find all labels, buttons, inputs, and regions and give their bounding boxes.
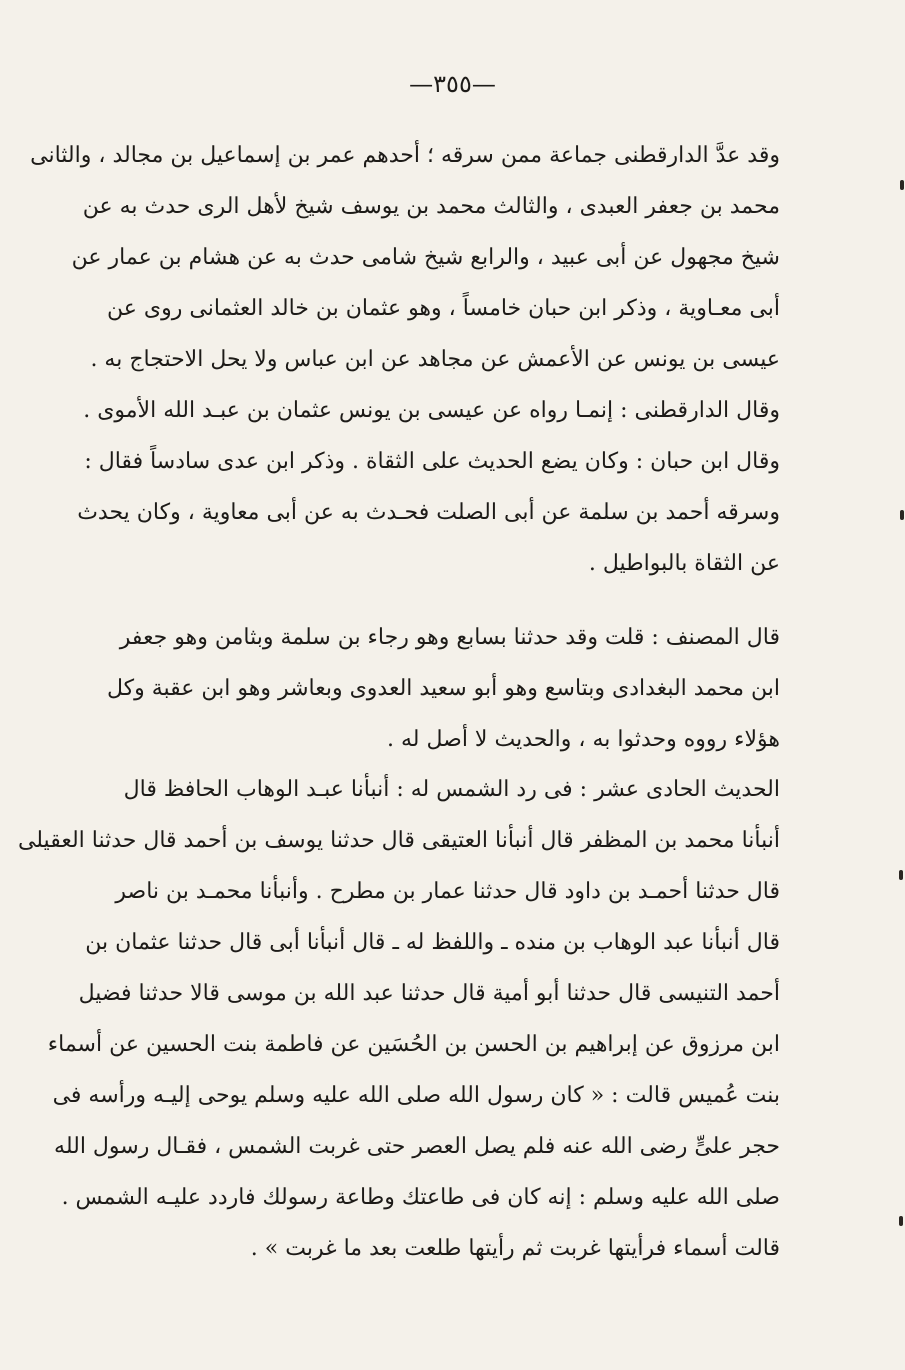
page-number: —٣٥٥— bbox=[409, 70, 496, 98]
text-line: حجر علىٍّ رضى الله عنه فلم يصل العصر حتى غربت الشمس ، فقـال رسول الله bbox=[54, 1134, 780, 1159]
binding-hole-mark bbox=[900, 510, 904, 520]
binding-hole-mark bbox=[900, 180, 904, 190]
text-line: عن الثقاة بالبواطيل . bbox=[588, 551, 780, 576]
paragraph-2 bbox=[106, 612, 780, 765]
text-line: قال حدثنا أحمـد بن داود قال حدثنا عمار بن مطرح . وأنبأنا محمـد بن ناصر bbox=[115, 879, 780, 904]
text-line: الحديث الحادى عشر : فى رد الشمس له : أنبأنا عبـد الوهاب الحافظ قال bbox=[123, 777, 780, 802]
text-line: وقال ابن حبان : وكان يضع الحديث على الثقاة . وذكر ابن عدى سادساً فقال : bbox=[84, 449, 780, 474]
text-line: أبى معـاوية ، وذكر ابن حبان خامساً ، وهو عثمان بن خالد العثمانى روى عن bbox=[107, 296, 780, 321]
text-line: ابن مرزوق عن إبراهيم بن الحسن بن الحُسَين عن فاطمة بنت الحسين عن أسماء bbox=[47, 1032, 780, 1057]
text-line: شيخ مجهول عن أبى عبيد ، والرابع شيخ شامى حدث به عن هشام بن عمار عن bbox=[71, 245, 780, 270]
text-line: قالت أسماء فرأيتها غربت ثم رأيتها طلعت بعد ما غربت » . bbox=[250, 1236, 780, 1261]
text-line: عيسى بن يونس عن الأعمش عن مجاهد عن ابن عباس ولا يحل الاحتجاج به . bbox=[90, 347, 780, 372]
text-line: قال المصنف : قلت وقد حدثنا بسابع وهو رجاء بن سلمة وبثامن وهو جعفر bbox=[119, 625, 780, 650]
text-line: وقد عدَّ الدارقطنى جماعة ممن سرقه ؛ أحدهم عمر بن إسماعيل بن مجالد ، والثانى bbox=[30, 143, 780, 168]
text-line: أنبأنا محمد بن المظفر قال أنبأنا العتيقى قال حدثنا يوسف بن أحمد قال حدثنا العقيلى bbox=[17, 828, 780, 853]
text-line: وسرقه أحمد بن سلمة عن أبى الصلت فحـدث به عن أبى معاوية ، وكان يحدث bbox=[77, 500, 780, 525]
paragraph-3 bbox=[17, 764, 780, 1274]
text-line: صلى الله عليه وسلم : إنه كان فى طاعتك وطاعة رسولك فاردد عليـه الشمس . bbox=[61, 1185, 780, 1210]
paragraph-1 bbox=[30, 130, 780, 589]
binding-hole-mark bbox=[899, 870, 903, 880]
text-line: هؤلاء رووه وحدثوا به ، والحديث لا أصل له . bbox=[387, 727, 780, 752]
text-line: بنت عُميس قالت : « كان رسول الله صلى الله عليه وسلم يوحى إليـه ورأسه فى bbox=[52, 1083, 780, 1108]
text-line: محمد بن جعفر العبدى ، والثالث محمد بن يوسف شيخ لأهل الرى حدث به عن bbox=[82, 194, 780, 219]
text-line: وقال الدارقطنى : إنمـا رواه عن عيسى بن يونس عثمان بن عبـد الله الأموى . bbox=[83, 398, 780, 423]
text-line: ابن محمد البغدادى وبتاسع وهو أبو سعيد العدوى وبعاشر وهو ابن عقبة وكل bbox=[106, 676, 780, 701]
binding-hole-mark bbox=[899, 1216, 903, 1226]
text-line: أحمد التنيسى قال حدثنا أبو أمية قال حدثنا عبد الله بن موسى قالا حدثنا فضيل bbox=[78, 981, 780, 1006]
text-line: قال أنبأنا عبد الوهاب بن منده ـ واللفظ له ـ قال أنبأنا أبى قال حدثنا عثمان بن bbox=[85, 930, 780, 955]
